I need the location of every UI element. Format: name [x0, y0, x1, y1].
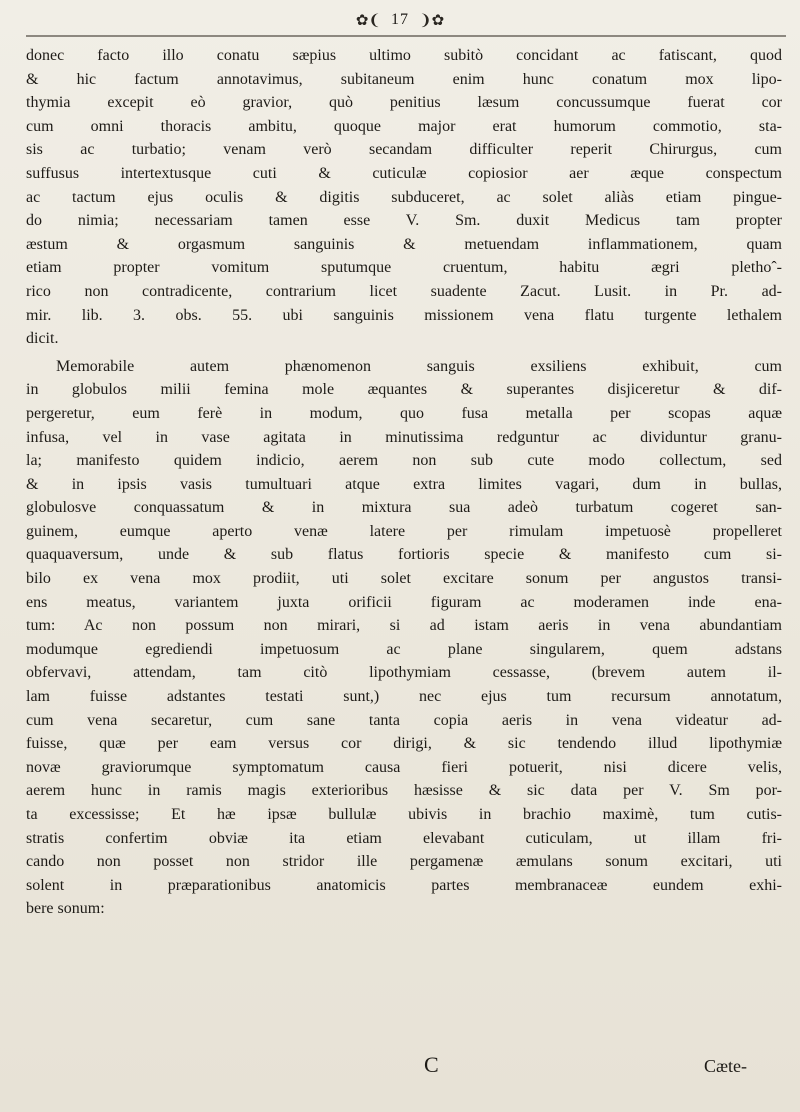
text-line: in globulos milii femina mole æquantes & superantes disjiceretur & dif-	[26, 381, 782, 399]
text-line: & in ipsis vasis tumultuari atque extra limites vagari, dum in bullas,	[26, 475, 782, 493]
text-line: etiam propter vomitum sputumque cruentum, habitu ægri plethoˆ-	[26, 259, 782, 277]
text-line: pergeretur, eum ferè in modum, quo fusa metalla per scopas aquæ	[26, 404, 782, 422]
signature-mark: C	[424, 1052, 439, 1077]
text-line: suffusus intertextusque cuti & cuticulæ copiosior aer æque conspectum	[26, 164, 782, 182]
text-line: Memorabile autem phænomenon sanguis exsiliens exhibuit, cum	[56, 357, 782, 375]
header-ornament-left: ✿❨	[355, 11, 381, 29]
text-line: ac tactum ejus oculis & digitis subduceret, ac solet aliàs etiam pingue-	[26, 188, 782, 206]
header-ornament-right: ❩✿	[419, 11, 445, 29]
text-line: æstum & orgasmum sanguinis & metuendam inflammationem, quam	[26, 235, 782, 253]
text-line: rico non contradicente, contrarium licet suadente Zacut. Lusit. in Pr. ad-	[26, 282, 782, 300]
text-line: lam fuisse adstantes testati sunt,) nec ejus tum recursum annotatum,	[26, 688, 782, 706]
text-line: infusa, vel in vase agitata in minutissima redguntur ac dividuntur granu-	[26, 428, 782, 446]
text-line: ta excessisse; Et hæ ipsæ bullulæ ubivis in brachio maximè, tum cutis-	[26, 806, 782, 823]
text-line: bilo ex vena mox prodiit, uti solet excitare sonum per angustos transi-	[26, 570, 782, 588]
body-text	[26, 44, 782, 921]
text-line: la; manifesto quidem indicio, aerem non sub cute modo collectum, sed	[26, 452, 782, 470]
text-line: aerem hunc in ramis magis exterioribus hæsisse & sic data per V. Sm por-	[26, 782, 782, 800]
text-line: stratis confertim obviæ ita etiam elevabant cuticulam, ut illam fri-	[26, 829, 782, 847]
text-line: thymia excepit eò gravior, quò penitius læsum concussumque fuerat cor	[26, 94, 782, 112]
text-line: cum omni thoracis ambitu, quoque major erat humorum commotio, sta-	[26, 117, 782, 135]
catchword: Cæte-	[704, 1056, 747, 1076]
text-line: modumque egrediendi impetuosum ac plane singularem, quem adstans	[26, 640, 782, 658]
header-rule	[26, 35, 786, 37]
text-line: mir. lib. 3. obs. 55. ubi sanguinis missionem vena flatu turgente lethalem	[26, 306, 782, 324]
page-header	[0, 6, 800, 34]
page-footer	[0, 1052, 800, 1082]
text-line: novæ graviorumque symptomatum causa fieri potuerit, nisi dicere velis,	[26, 758, 782, 776]
text-line: obfervavi, attendam, tam citò lipothymiam cessasse, (brevem autem il-	[26, 664, 782, 682]
text-line: fuisse, quæ per eam versus cor dirigi, & sic tendendo illud lipothymiæ	[26, 735, 782, 753]
paragraph-1	[26, 44, 782, 351]
text-line: solent in præparationibus anatomicis partes membranaceæ eundem exhi-	[26, 876, 782, 894]
paragraph-2	[26, 355, 782, 921]
text-line: do nimia; necessariam tamen esse V. Sm. duxit Medicus tam propter	[26, 212, 782, 230]
text-line: globulosve conquassatum & in mixtura sua adeò turbatum cogeret san-	[26, 499, 782, 517]
page-number: 17	[391, 11, 409, 28]
text-line: tum: Ac non possum non mirari, si ad istam aeris in vena abundantiam	[26, 617, 782, 635]
text-line: quaquaversum, unde & sub flatus fortioris specie & manifesto cum si-	[26, 546, 782, 564]
text-line: dicit.	[26, 330, 59, 348]
text-line: bere sonum:	[26, 900, 105, 918]
text-line: sis ac turbatio; venam verò secandam difficulter reperit Chirurgus, cum	[26, 141, 782, 159]
text-line: donec facto illo conatu sæpius ultimo subitò concidant ac fatiscant, quod	[26, 47, 782, 64]
text-line: guinem, eumque aperto venæ latere per rimulam impetuosè propelleret	[26, 522, 782, 540]
text-line: cum vena secaretur, cum sane tanta copia aeris in vena videatur ad-	[26, 711, 782, 729]
text-line: ens meatus, variantem juxta orificii figuram ac moderamen inde ena-	[26, 593, 782, 611]
text-line: & hic factum annotavimus, subitaneum enim hunc conatum mox lipo-	[26, 70, 782, 88]
text-line: cando non posset non stridor ille pergamenæ æmulans sonum excitari, uti	[26, 853, 782, 871]
